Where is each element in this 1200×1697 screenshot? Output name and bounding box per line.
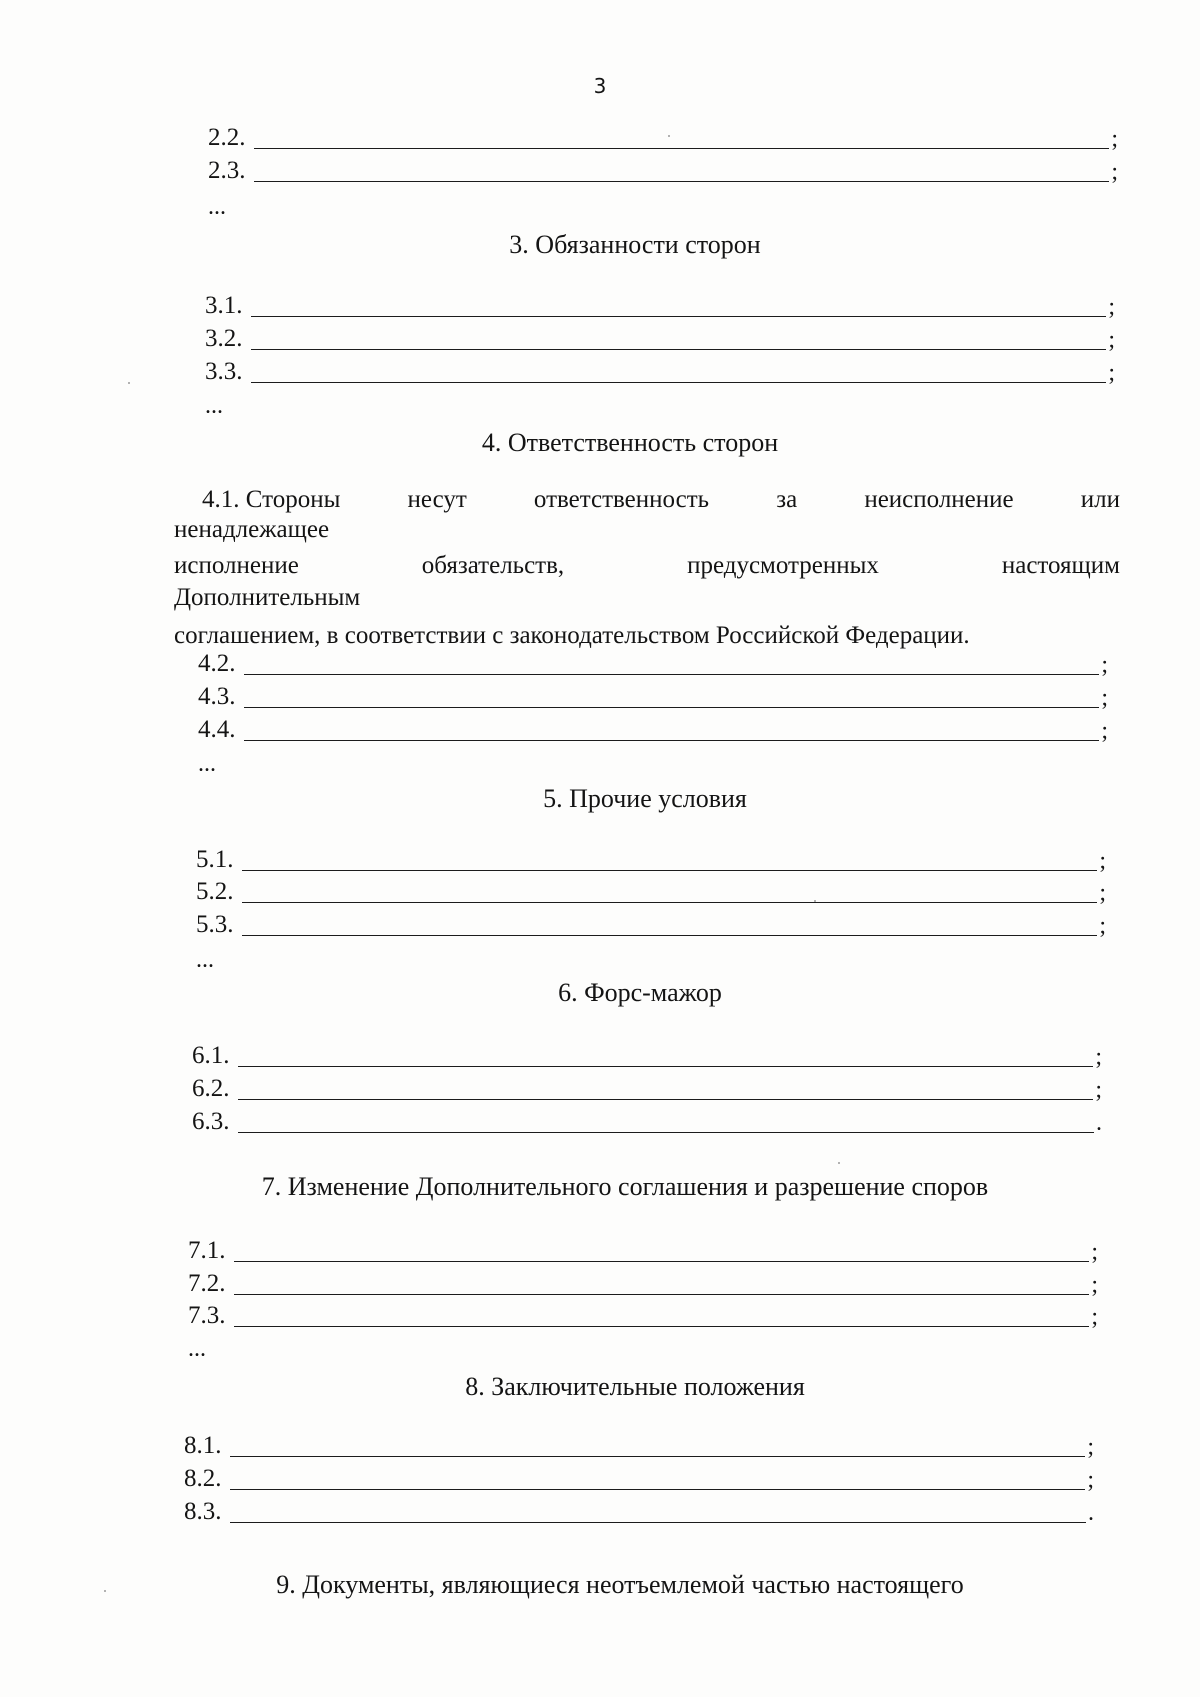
item-line [198,714,1108,744]
item-number: 6.1. [192,1042,230,1069]
scan-speck [814,900,816,902]
paragraph-word: обязательств, [421,552,565,579]
item-number: 3.1. [205,292,243,319]
item-end-mark: ; [1111,126,1118,152]
item-line [208,122,1118,152]
item-line [198,648,1108,678]
item-line [192,1073,1102,1103]
item-end-mark: ; [1091,1272,1098,1298]
paragraph-line: соглашением, в соответствии с законодательством Российской Федерации. [174,622,970,649]
item-number: 4.2. [198,650,236,677]
fill-in-line [251,364,1107,383]
fill-in-line [244,722,1100,741]
ellipsis: ... [205,393,223,419]
item-number: 8.2. [184,1465,222,1492]
item-line [208,155,1118,185]
item-number: 6.3. [192,1108,230,1135]
fill-in-line [230,1471,1086,1490]
item-line [205,356,1115,386]
scan-speck [104,1590,106,1592]
paragraph-word: несут [407,486,467,513]
ellipsis: ... [198,751,216,777]
item-end-mark: ; [1108,327,1115,353]
item-number: 5.1. [196,846,234,873]
scan-speck [128,382,130,384]
item-number: 4.3. [198,683,236,710]
item-number: 7.2. [188,1270,226,1297]
fill-in-line [242,884,1098,903]
item-line [196,876,1106,906]
paragraph-word: предусмотренных [687,552,879,579]
fill-in-line [244,656,1100,675]
item-number: 4.4. [198,716,236,743]
item-end-mark: ; [1095,1077,1102,1103]
item-line [188,1235,1098,1265]
fill-in-line [251,298,1107,317]
section-heading: 8. Заключительные положения [465,1372,805,1401]
ellipsis: ... [208,194,226,220]
item-end-mark: ; [1108,360,1115,386]
ellipsis: ... [196,947,214,973]
fill-in-line [230,1504,1087,1523]
item-end-mark: ; [1099,913,1106,939]
fill-in-line [254,163,1110,182]
item-line [196,909,1106,939]
fill-in-line [234,1276,1090,1295]
paragraph-line: ненадлежащее [174,516,330,543]
item-end-mark: ; [1095,1044,1102,1070]
paragraph-word: за [776,486,798,513]
item-number: 8.3. [184,1498,222,1525]
item-line [184,1463,1094,1493]
item-line [184,1430,1094,1460]
item-number: 7.1. [188,1237,226,1264]
item-line [188,1300,1098,1330]
item-number: 8.1. [184,1432,222,1459]
item-line [188,1268,1098,1298]
item-end-mark: ; [1101,718,1108,744]
scan-speck [668,135,670,137]
paragraph-word: исполнение [174,552,299,579]
item-number: 2.2. [208,124,246,151]
item-end-mark: ; [1101,652,1108,678]
paragraph-word: ответственность [533,486,710,513]
paragraph-word: неисполнение [864,486,1014,513]
item-number: 5.3. [196,911,234,938]
item-number: 2.3. [208,157,246,184]
item-end-mark: ; [1111,159,1118,185]
item-line [205,290,1115,320]
item-end-mark: ; [1099,880,1106,906]
fill-in-line [254,130,1110,149]
section-heading: 9. Документы, являющиеся неотъемлемой частью настоящего [276,1570,964,1599]
scan-speck [838,1162,840,1164]
item-number: 3.3. [205,358,243,385]
item-line [198,681,1108,711]
paragraph-word: настоящим [1001,552,1120,579]
section-heading: 3. Обязанности сторон [509,230,761,259]
section-heading: 7. Изменение Дополнительного соглашения и разрешение споров [261,1172,989,1201]
paragraph-word: 4.1. Стороны [202,486,341,513]
item-end-mark: ; [1108,294,1115,320]
item-line [196,844,1106,874]
item-number: 5.2. [196,878,234,905]
fill-in-line [251,331,1107,350]
item-number: 6.2. [192,1075,230,1102]
item-end-mark: ; [1091,1304,1098,1330]
section-heading: 5. Прочие условия [543,784,747,813]
item-line [192,1040,1102,1070]
paragraph-line: Дополнительным [174,584,361,611]
item-number: 7.3. [188,1302,226,1329]
page-number: 3 [593,74,607,98]
fill-in-line [238,1048,1094,1067]
item-end-mark: ; [1087,1434,1094,1460]
item-line [205,323,1115,353]
fill-in-line [238,1081,1094,1100]
item-end-mark: . [1088,1500,1094,1526]
item-end-mark: . [1096,1110,1102,1136]
section-heading: 4. Ответственность сторон [481,428,779,457]
fill-in-line [234,1243,1090,1262]
fill-in-line [234,1308,1090,1327]
item-number: 3.2. [205,325,243,352]
fill-in-line [242,852,1098,871]
paragraph-line [174,552,1120,580]
section-heading: 6. Форс-мажор [558,978,722,1007]
item-end-mark: ; [1091,1239,1098,1265]
item-end-mark: ; [1087,1467,1094,1493]
item-end-mark: ; [1101,685,1108,711]
paragraph-line [202,486,1120,514]
fill-in-line [242,917,1098,936]
fill-in-line [238,1114,1095,1133]
fill-in-line [244,689,1100,708]
item-line [192,1106,1102,1136]
item-end-mark: ; [1099,848,1106,874]
item-line [184,1496,1094,1526]
fill-in-line [230,1438,1086,1457]
ellipsis: ... [188,1336,206,1362]
paragraph-word: или [1080,486,1120,513]
